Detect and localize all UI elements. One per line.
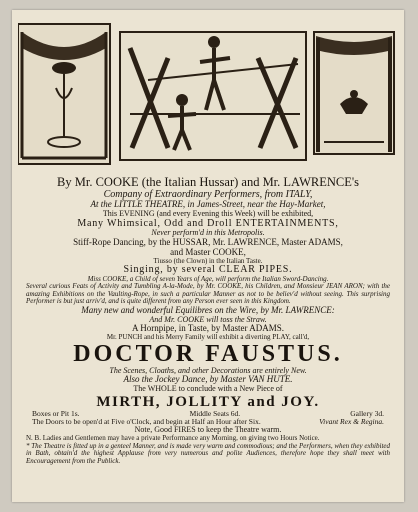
right-woodcut-panel bbox=[314, 32, 394, 154]
line-never-performed: Never perform'd in this Metropolis. bbox=[151, 228, 265, 238]
line-singing: Singing, by several CLEAR PIPES. bbox=[123, 264, 293, 276]
line-feats: Several curious Feats of Activity and Tumbling A-la-Mode, by Mr. COOKE, his Children, and Monsieur JEAN ARON; with the amazing Exhibitions on the Vaulting-Rope, in such a particular Manner as not to be believ'd without seeing. This surprising Performer is but just arriv'd, and is quite different from any Person ever seen in this Kingdom. bbox=[26, 282, 390, 306]
line-doctor-faustus: DOCTOR FAUSTUS. bbox=[73, 340, 343, 367]
line-equilibres: Many new and wonderful Equilibres on the Wire, by Mr. LAWRENCE: bbox=[81, 305, 335, 316]
line-miss-cooke: Miss COOKE, a Child of seven Years of Age, will perform the Italian Sword-Dancing. bbox=[87, 274, 329, 283]
playbill-text bbox=[26, 176, 390, 465]
doors-time: The Doors to be open'd at Five o'Clock, and begin at Half an Hour after Six. bbox=[32, 417, 261, 427]
line-entertainments: Many Whimsical, Odd and Droll ENTERTAINMENTS, bbox=[77, 217, 339, 229]
line-presenters: By Mr. COOKE (the Italian Hussar) and Mr. LAWRENCE's bbox=[57, 175, 359, 189]
line-evening: This EVENING (and every Evening this Week) will be exhibited, bbox=[102, 209, 314, 219]
line-company: Company of Extraordinary Performers, from ITALY, bbox=[103, 188, 313, 200]
price-middle: Middle Seats 6d. bbox=[189, 409, 241, 419]
line-straw: And Mr. COOKE will toss the Straw. bbox=[149, 314, 267, 324]
playbill-sheet bbox=[12, 10, 404, 502]
center-woodcut-panel bbox=[120, 32, 306, 160]
line-master-cooke: and Master COOKE, bbox=[170, 246, 246, 257]
line-jockey-dance: Also the Jockey Dance, by Master VAN HUTE. bbox=[123, 374, 293, 385]
line-conclude: The WHOLE to conclude with a New Piece of bbox=[133, 384, 283, 394]
vivant-rex: Vivant Rex & Regina. bbox=[319, 417, 384, 427]
line-venue: At the LITTLE THEATRE, in James-Street, near the Hay-Market, bbox=[90, 199, 326, 210]
line-mirth: MIRTH, JOLLITY and JOY. bbox=[96, 393, 320, 410]
price-boxes: Boxes or Pit 1s. bbox=[32, 409, 80, 419]
line-theatre-note: * The Theatre is fitted up in a genteel Manner, and is made very warm and commodious; and the Performers, when they exhibited in Bath, obtain'd the highest Applause from very numerous and polite Audiences, therefore hope they shall meet with Encouragement from the Publick. bbox=[26, 441, 390, 465]
left-woodcut-panel bbox=[18, 24, 110, 164]
price-gallery: Gallery 3d. bbox=[350, 409, 384, 419]
line-hornpipe: A Hornpipe, in Taste, by Master ADAMS. bbox=[132, 323, 284, 334]
line-stiff-rope: Stiff-Rope Dancing, by the HUSSAR, Mr. LAWRENCE, Master ADAMS, bbox=[73, 237, 343, 248]
line-private-performance: N. B. Ladies and Gentlemen may have a private Performance any Morning, on giving two Hours Notice. bbox=[26, 434, 320, 443]
line-clown: Tiusso (the Clown) in the Italian Taste. bbox=[153, 256, 263, 265]
woodcut-header bbox=[18, 18, 398, 168]
line-scenes: The Scenes, Cloaths, and other Decorations are entirely New. bbox=[109, 365, 307, 375]
line-punch: Mr. PUNCH and his Merry Family will exhibit a diverting PLAY, call'd, bbox=[106, 333, 310, 342]
line-fires: Note, Good FIRES to keep the Theatre warm. bbox=[134, 425, 282, 435]
